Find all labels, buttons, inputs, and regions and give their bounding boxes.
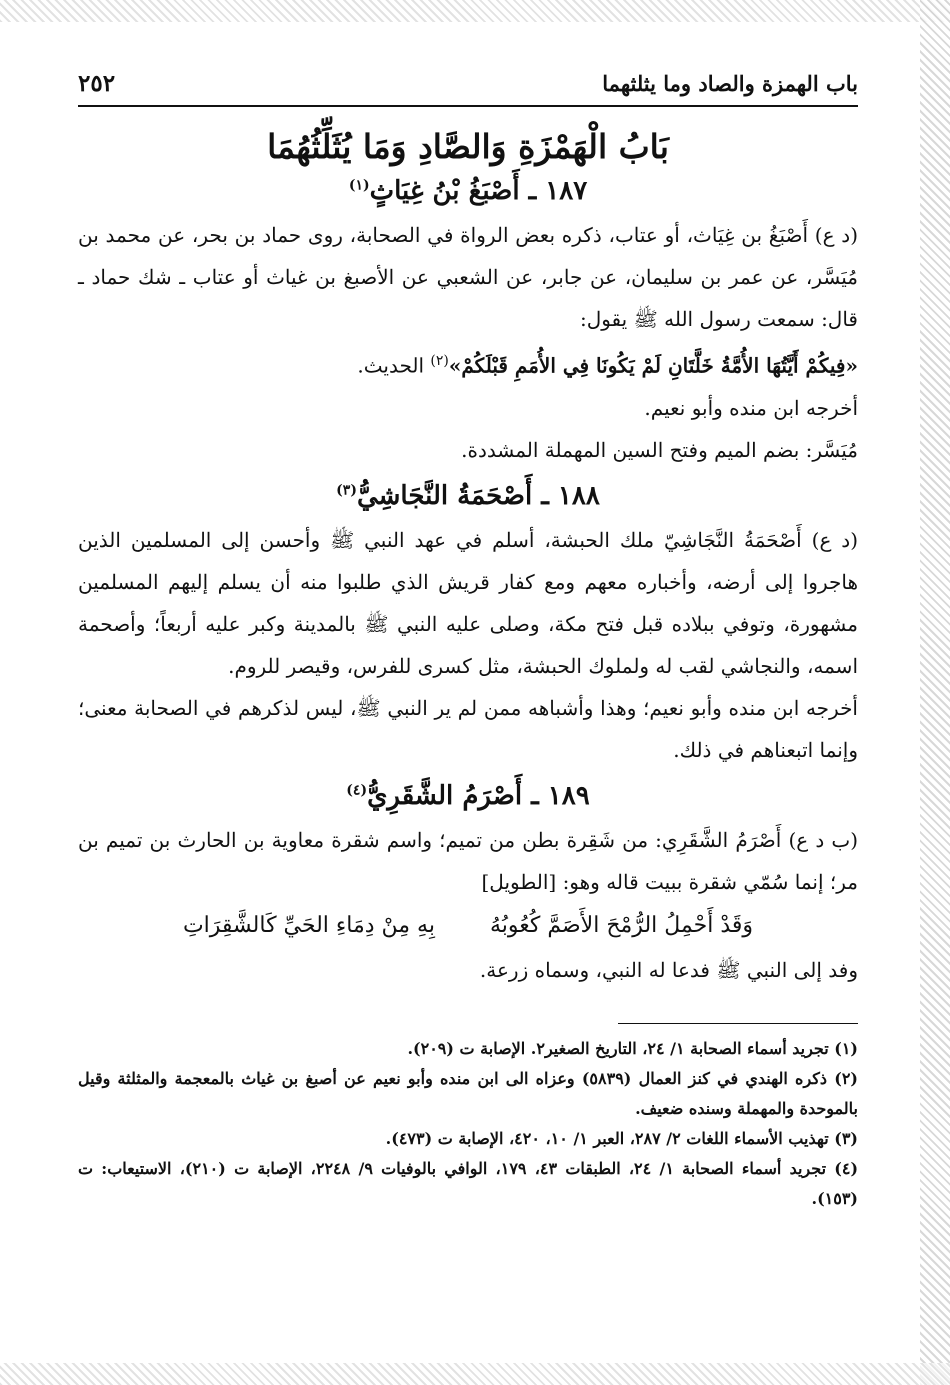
footnote: (١) تجريد أسماء الصحابة ١/ ٢٤، التاريخ الصغير٢. الإصابة ت (٢٠٩). xyxy=(407,1038,858,1058)
entry-paragraph: (د ع) أَصْبَغُ بن غِيَاث، أو عتاب، ذكره بعض الرواة في الصحابة، روى حماد بن بحر، عن محمد بن مُيَسَّر، عن عمر بن سليمان، عن جابر، عن الشعبي عن الأصبغ بن غياث أو عتاب ـ شك حماد ـ قال: سمعت رسول الله ﷺ يقول: xyxy=(78,223,858,331)
entry-paragraph: أخرجه ابن منده وأبو نعيم. xyxy=(644,395,858,420)
entry-closing: وفد إلى النبي ﷺ فدعا له النبي، وسماه زرعة. xyxy=(479,957,858,982)
hadith-tail: الحديث. xyxy=(357,353,431,378)
entry-paragraph: أخرجه ابن منده وأبو نعيم؛ وهذا وأشباهه ممن لم ير النبي ﷺ، ليس لذكرهم في الصحابة معنى؛ وإنما اتبعناهم في ذلك. xyxy=(78,695,858,762)
hadith-line xyxy=(78,340,858,387)
entry-title-text: ١٨٨ ـ أَصْحَمَةُ النَّجَاشِيُّ xyxy=(356,480,600,511)
entry-title-text: ١٨٩ ـ أَصْرَمُ الشَّقَرِيُّ xyxy=(367,780,590,811)
footnote-ref: (٢) xyxy=(430,353,449,369)
hadith-text: «فِيكُمْ أَيَّتُهَا الأُمَّةُ خَلَّتَانِ لَمْ يَكُونَا فِي الأُمَمِ قَبْلَكُمْ» xyxy=(448,353,858,378)
footnote-ref: (٤) xyxy=(346,782,368,798)
entry-title-text: ١٨٧ ـ أَصْبَغُ بْنُ غِيَاثٍ xyxy=(369,176,588,206)
book-page xyxy=(78,70,858,1340)
scan-border-bottom xyxy=(0,1363,950,1385)
footnote-ref: (٣) xyxy=(336,482,357,498)
running-title: باب الهمزة والصاد وما يثلثهما xyxy=(602,71,858,96)
verse-first-hemistich: وَقَدْ أَحْمِلُ الرُّمْحَ الأَصَمَّ كُعُوبُهُ xyxy=(489,912,754,938)
entry-paragraph: مُيَسَّر: بضم الميم وفتح السين المهملة المشددة. xyxy=(461,437,858,462)
chapter-title: بَابُ الْهَمْزَةِ وَالصَّادِ وَمَا يُثَلِّثُهُمَا xyxy=(267,127,669,166)
running-header xyxy=(78,70,858,107)
footnote: (٣) تهذيب الأسماء اللغات ٢/ ٢٨٧، العبر ١/ ١٠، ٤٢٠، الإصابة ت (٤٧٣). xyxy=(385,1128,858,1148)
poetry-verse xyxy=(78,905,858,947)
entry-title-187 xyxy=(78,176,858,206)
entry-paragraph: (د ع) أَصْحَمَةُ النَّجَاشِيّ ملك الحبشة، أسلم في عهد النبي ﷺ وأحسن إلى المسلمين الذين هاجروا إلى أرضه، وأخباره معهم ومع كفار قريش الذي طلبوا منه أن يسلم إليهم المسلمين مشهورة، وتوفي ببلاده قبل فتح مكة، وصلى عليه النبي ﷺ بالمدينة وكبر عليه أربعاً؛ وأصحمة اسمه، والنجاشي لقب له ولملوك الحبشة، مثل كسرى للفرس، وقيصر للروم. xyxy=(78,527,858,678)
scan-border-right xyxy=(920,0,950,1385)
footnote-separator xyxy=(618,1023,858,1024)
scan-border-top xyxy=(0,0,950,22)
verse-second-hemistich: بِهِ مِنْ دِمَاءِ الحَيِّ كَالشَّقِرَاتِ xyxy=(182,912,435,938)
entry-paragraph: (ب د ع) أَصْرَمُ الشَّقَرِي: من شَقِرة بطن من تميم؛ واسم شقرة معاوية بن الحارث بن تميم بن مر؛ إنما سُمّي شقرة ببيت قاله وهو: [الطويل] xyxy=(78,827,858,894)
entry-title-188 xyxy=(78,481,858,511)
footnote-ref: (١) xyxy=(348,177,370,194)
footnote: (٢) ذكره الهندي في كنز العمال (٥٨٣٩) وعزاه الى ابن منده وأبو نعيم عن أصبغ بن غياث بالمعجمة والمثلثة وقيل بالموحدة والمهملة وسنده ضعيف. xyxy=(78,1068,858,1118)
entry-title-189 xyxy=(78,781,858,811)
page-number: ٢٥٢ xyxy=(78,70,116,97)
footnote: (٤) تجريد أسماء الصحابة ١/ ٢٤، الطبقات ٤٣، ١٧٩، الوافي بالوفيات ٩/ ٢٢٤٨، الإصابة ت (٢١٠)، الاستيعاب: ت (١٥٣). xyxy=(78,1158,859,1208)
